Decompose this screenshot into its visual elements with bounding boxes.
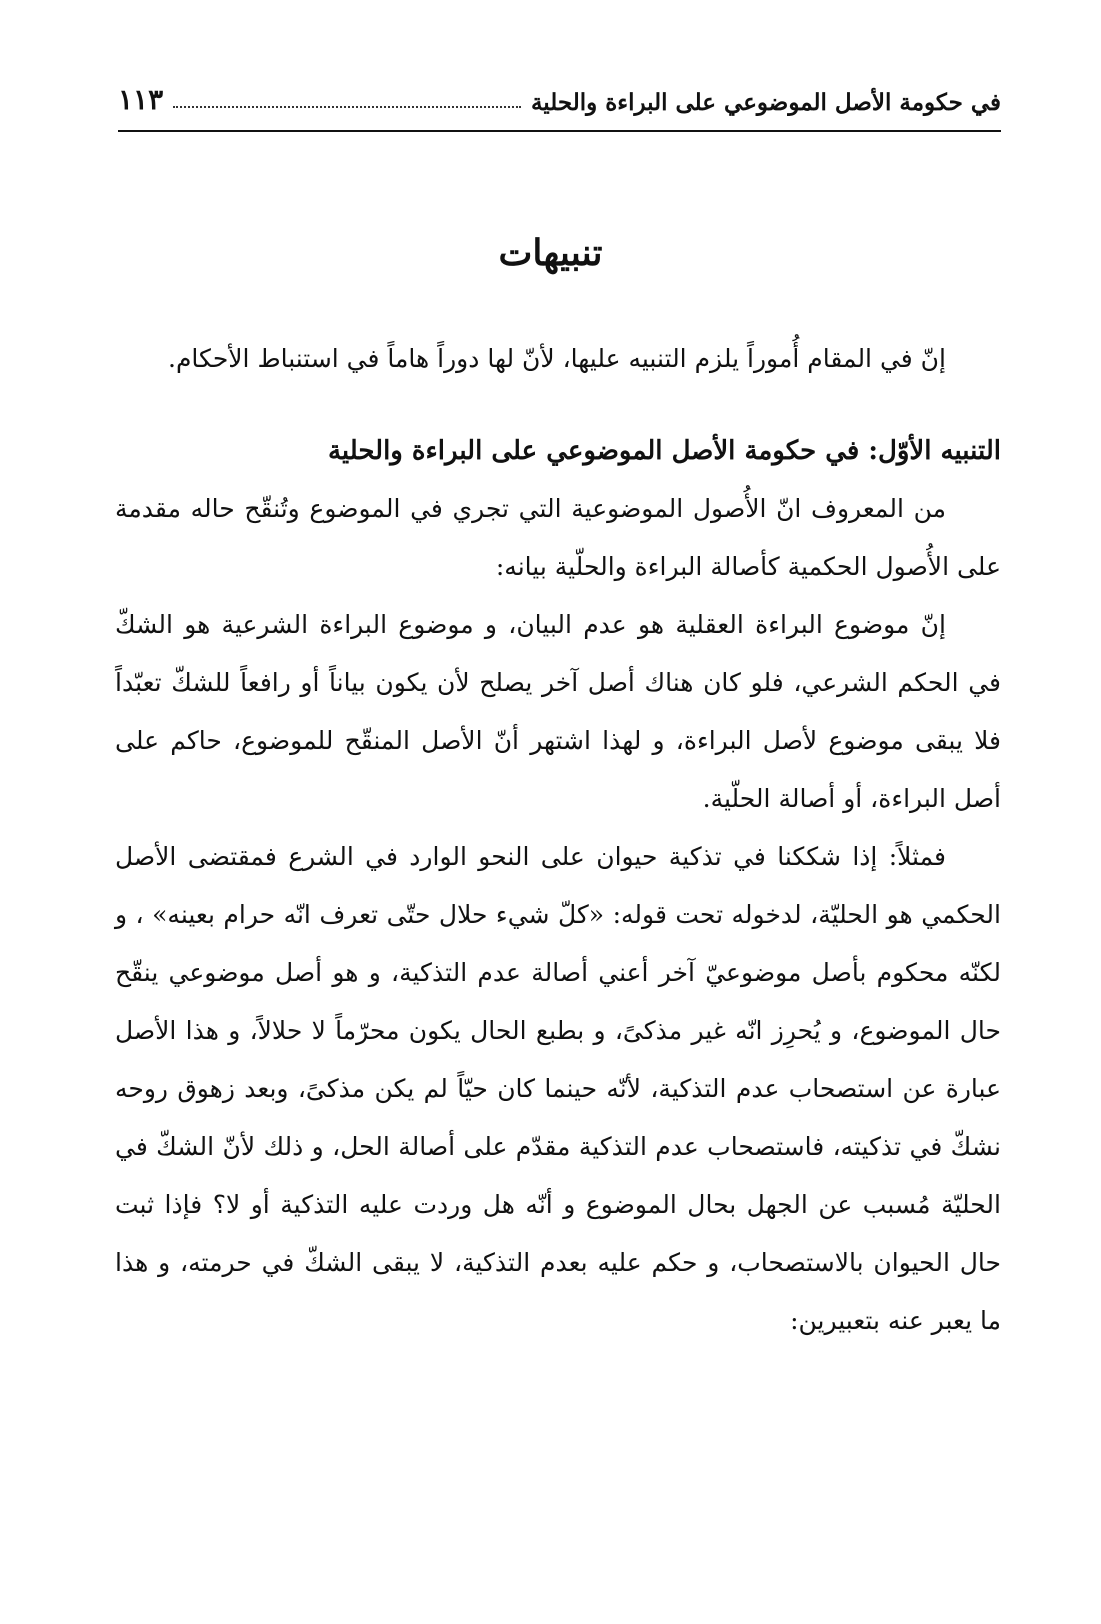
section-title: تنبيهات (498, 232, 603, 274)
page-number: ١١٣ (118, 83, 164, 116)
paragraph-3: فمثلاً: إذا شككنا في تذكية حيوان على النحو الوارد في الشرع فمقتضى الأصل الحكمي هو الحليّة، لدخوله تحت قوله: «كلّ شيء حلال حتّى تعرف انّه حرام بعينه» ، و لكنّه محكوم بأصل موضوعيّ آخر أعني أصالة عدم التذكية، و هو أصل موضوعي ينقّح حال الموضوع، و يُحرِز انّه غير مذكىً، و بطبع الحال يكون محرّماً لا حلالاً، و هذا الأصل عبارة عن استصحاب عدم التذكية، لأنّه حينما كان حيّاً لم يكن مذكىً، وبعد زهوق روحه نشكّ في تذكيته، فاستصحاب عدم التذكية مقدّم على أصالة الحل، و ذلك لأنّ الشكّ في الحليّة مُسبب عن الجهل بحال الموضوع و أنّه هل وردت عليه التذكية أو لا؟ فإذا ثبت حال الحيوان بالاستصحاب، و حكم عليه بعدم التذكية، لا يبقى الشكّ في حرمته، و هذا ما يعبر عنه بتعبيرين: (115, 842, 1002, 1335)
intro-paragraph: إنّ في المقام أُموراً يلزم التنبيه عليها، لأنّ لها دوراً هاماً في استنباط الأحكام. (168, 344, 946, 373)
leader-dots (173, 106, 521, 108)
running-title: في حكومة الأصل الموضوعي على البراءة والحلية (530, 89, 1001, 116)
body-text (115, 330, 1001, 1350)
paragraph-2: إنّ موضوع البراءة العقلية هو عدم البيان، و موضوع البراءة الشرعية هو الشكّ في الحكم الشرعي، فلو كان هناك أصل آخر يصلح لأن يكون بياناً أو رافعاً للشكّ تعبّداً فلا يبقى موضوع لأصل البراءة، و لهذا اشتهر أنّ الأصل المنقّح للموضوع، حاكم على أصل البراءة، أو أصالة الحلّية. (115, 610, 1001, 813)
running-header (118, 76, 1001, 132)
first-notice-heading: التنبيه الأوّل: في حكومة الأصل الموضوعي على البراءة والحلية (327, 436, 1001, 466)
paragraph-1: من المعروف انّ الأُصول الموضوعية التي تجري في الموضوع وتُنقّح حاله مقدمة على الأُصول الحكمية كأصالة البراءة والحلّية بيانه: (115, 494, 1001, 581)
